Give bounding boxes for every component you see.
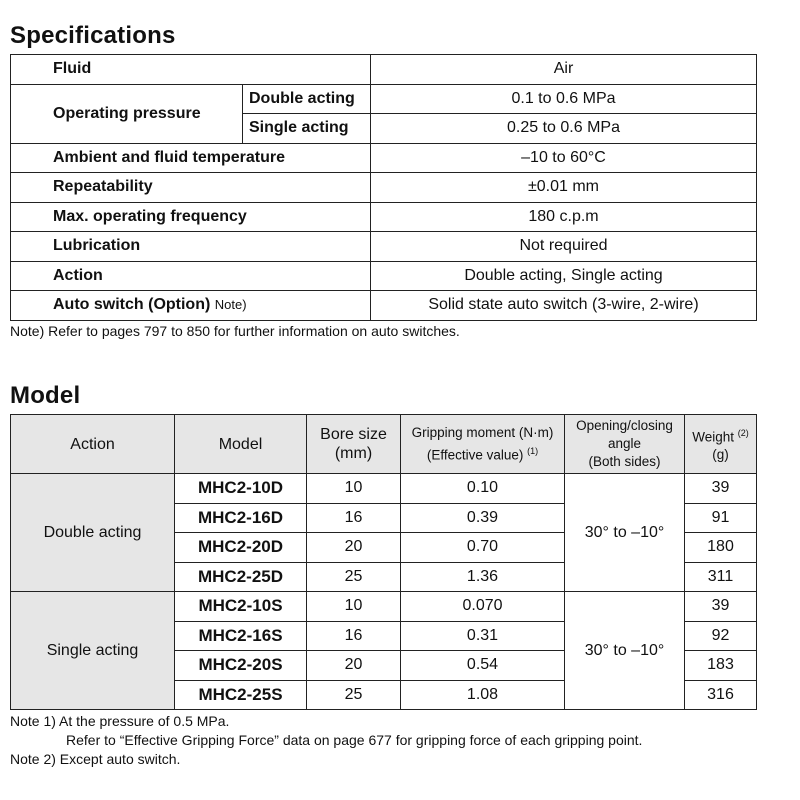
gripping-moment: 0.39: [401, 503, 565, 533]
spec-value: 0.25 to 0.6 MPa: [371, 114, 757, 144]
spec-row-pressure-double: [11, 84, 757, 114]
spec-sublabel: Single acting: [243, 114, 371, 144]
spec-label-note: Note): [214, 297, 247, 313]
model-code: MHC2-20D: [175, 533, 307, 563]
gripping-moment: 0.10: [401, 474, 565, 504]
spec-row-auto-switch: [11, 291, 757, 321]
group-action: Double acting: [11, 474, 175, 592]
header-angle-line1: Opening/closing: [576, 418, 673, 433]
weight: 311: [685, 562, 757, 592]
group-action: Single acting: [11, 592, 175, 710]
model-code: MHC2-25S: [175, 680, 307, 710]
opening-angle: 30° to –10°: [565, 592, 685, 710]
header-bore-line1: Bore size: [320, 426, 387, 443]
header-model: Model: [175, 415, 307, 474]
bore-size: 25: [307, 680, 401, 710]
spec-sublabel: Double acting: [243, 84, 371, 114]
header-grip-line1: Gripping moment (N·m): [411, 424, 554, 440]
bore-size: 16: [307, 621, 401, 651]
spec-row-temperature: [11, 143, 757, 173]
spec-row-action: [11, 261, 757, 291]
spec-label: Fluid: [11, 55, 371, 85]
spec-label: Lubrication: [11, 232, 371, 262]
model-header-row: [11, 415, 757, 474]
gripping-moment: 0.54: [401, 651, 565, 681]
model-table: [10, 414, 757, 710]
model-code: MHC2-20S: [175, 651, 307, 681]
header-angle-line3: (Both sides): [588, 454, 661, 469]
spec-row-repeatability: [11, 173, 757, 203]
header-grip: [401, 415, 565, 474]
header-weight-line2: (g): [712, 447, 729, 463]
weight: 183: [685, 651, 757, 681]
spec-value: ±0.01 mm: [371, 173, 757, 203]
bore-size: 20: [307, 651, 401, 681]
spec-label-cell: [11, 291, 371, 321]
note-2: Note 2) Except auto switch.: [10, 751, 181, 767]
spec-row-frequency: [11, 202, 757, 232]
weight: 39: [685, 474, 757, 504]
header-angle: [565, 415, 685, 474]
spec-label: Auto switch (Option): [53, 296, 211, 314]
specifications-table: [10, 54, 757, 321]
spec-value: Air: [371, 55, 757, 85]
model-code: MHC2-10S: [175, 592, 307, 622]
weight: 92: [685, 621, 757, 651]
header-angle-line2: angle: [607, 436, 642, 451]
spec-label: Ambient and fluid temperature: [11, 143, 371, 173]
weight: 91: [685, 503, 757, 533]
weight: 316: [685, 680, 757, 710]
header-grip-line2: (Effective value): [426, 447, 524, 463]
spec-row-fluid: [11, 55, 757, 85]
note-1-detail: Refer to “Effective Gripping Force” data on page 677 for gripping force of each gripping point.: [66, 732, 643, 748]
gripping-moment: 1.36: [401, 562, 565, 592]
opening-angle: 30° to –10°: [565, 474, 685, 592]
gripping-moment: 0.070: [401, 592, 565, 622]
spec-row-lubrication: [11, 232, 757, 262]
spec-value: 180 c.p.m: [371, 202, 757, 232]
model-title: Model: [10, 382, 81, 409]
weight: 39: [685, 592, 757, 622]
spec-value: Solid state auto switch (3-wire, 2-wire): [371, 291, 757, 321]
model-code: MHC2-16D: [175, 503, 307, 533]
spec-label: Action: [11, 261, 371, 291]
spec-value: –10 to 60°C: [371, 143, 757, 173]
bore-size: 10: [307, 592, 401, 622]
model-code: MHC2-25D: [175, 562, 307, 592]
bore-size: 10: [307, 474, 401, 504]
spec-value: Double acting, Single acting: [371, 261, 757, 291]
header-weight-note: (2): [737, 427, 749, 438]
spec-label: Max. operating frequency: [11, 202, 371, 232]
model-code: MHC2-16S: [175, 621, 307, 651]
table-row: [11, 592, 757, 622]
bore-size: 16: [307, 503, 401, 533]
gripping-moment: 1.08: [401, 680, 565, 710]
header-weight: [685, 415, 757, 474]
note-1: Note 1) At the pressure of 0.5 MPa.: [10, 713, 230, 729]
model-notes: [10, 712, 642, 769]
spec-note: Note) Refer to pages 797 to 850 for further information on auto switches.: [10, 323, 460, 339]
header-weight-line1: Weight: [692, 429, 734, 445]
gripping-moment: 0.31: [401, 621, 565, 651]
header-bore-line2: (mm): [334, 445, 373, 462]
spec-value: 0.1 to 0.6 MPa: [371, 84, 757, 114]
header-grip-note: (1): [527, 445, 539, 456]
gripping-moment: 0.70: [401, 533, 565, 563]
spec-label: Repeatability: [11, 173, 371, 203]
weight: 180: [685, 533, 757, 563]
table-row: [11, 474, 757, 504]
header-action: Action: [11, 415, 175, 474]
bore-size: 25: [307, 562, 401, 592]
header-bore: [307, 415, 401, 474]
bore-size: 20: [307, 533, 401, 563]
spec-value: Not required: [371, 232, 757, 262]
spec-label: Operating pressure: [11, 84, 243, 143]
specifications-title: Specifications: [10, 22, 176, 49]
model-code: MHC2-10D: [175, 474, 307, 504]
